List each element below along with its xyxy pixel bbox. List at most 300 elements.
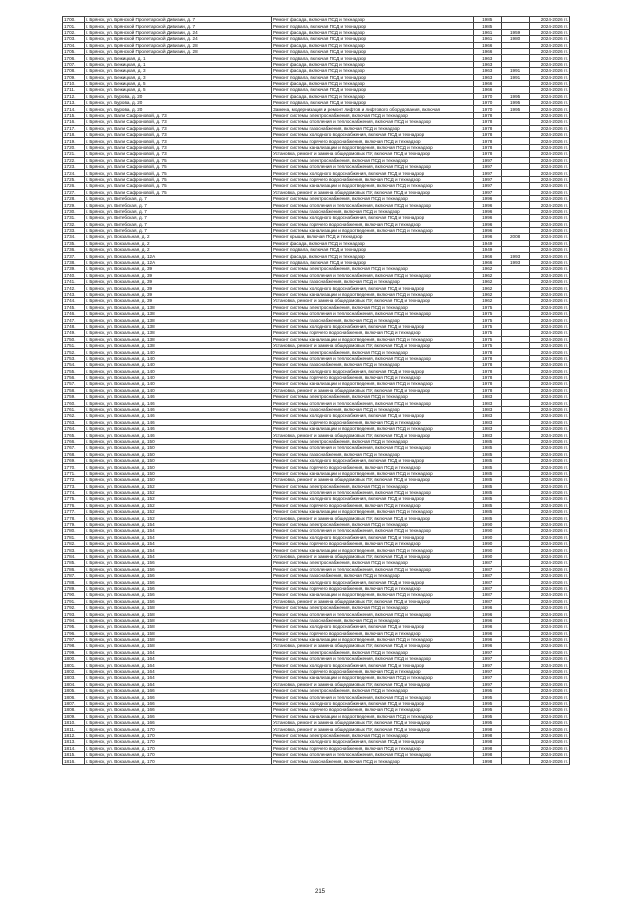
address-cell: г. Брянск, ул. Бежицкая, д. 5: [84, 80, 271, 86]
row-number: 1700.: [63, 17, 85, 23]
row-number: 1735.: [63, 240, 85, 246]
year-built-cell: 1962: [473, 266, 501, 272]
period-cell: 2024-2026 гг.: [529, 656, 569, 662]
period-cell: 2024-2026 гг.: [529, 477, 569, 483]
address-cell: г. Брянск, ул. Бежицкая, д. 1: [84, 61, 271, 67]
year-built-cell: 1949: [473, 247, 501, 253]
work-type-cell: Ремонт системы отопления и теплоснабжения, включая ПСД и технадзор: [271, 566, 473, 572]
work-type-cell: Ремонт подвала, включая ПСД и технадзор: [271, 259, 473, 265]
period-cell: 2024-2026 гг.: [529, 189, 569, 195]
row-number: 1718.: [63, 132, 85, 138]
work-type-cell: Ремонт системы холодного водоснабжения, включая ПСД и технадзор: [271, 215, 473, 221]
year-built-cell: 1990: [473, 534, 501, 540]
year-built-cell: 1990: [473, 547, 501, 553]
work-type-cell: Ремонт системы электроснабжения, включая ПСД и технадзор: [271, 304, 473, 310]
row-number: 1720.: [63, 144, 85, 150]
address-cell: г. Брянск, ул. Вокзальная, д. 146: [84, 400, 271, 406]
work-type-cell: Ремонт системы холодного водоснабжения, включая ПСД и технадзор: [271, 579, 473, 585]
year-repair-cell: 1995: [501, 106, 529, 112]
year-built-cell: 1962: [473, 298, 501, 304]
work-type-cell: Ремонт фасада, включая ПСД и технадзор: [271, 42, 473, 48]
period-cell: 2024-2026 гг.: [529, 745, 569, 751]
work-type-cell: Установка, ремонт и замена общедомовых ПУ, включая ПСД и технадзор: [271, 643, 473, 649]
period-cell: 2024-2026 гг.: [529, 636, 569, 642]
address-cell: г. Брянск, ул. Вали Сафроновой, д. 73: [84, 125, 271, 131]
work-type-cell: Ремонт системы электроснабжения, включая ПСД и технадзор: [271, 732, 473, 738]
row-number: 1810.: [63, 719, 85, 725]
address-cell: г. Брянск, ул. Вокзальная, д. 164: [84, 656, 271, 662]
work-type-cell: Ремонт системы электроснабжения, включая ПСД и технадзор: [271, 349, 473, 355]
address-cell: г. Брянск, ул. Вокзальная, д. 150: [84, 477, 271, 483]
year-built-cell: 1996: [473, 604, 501, 610]
address-cell: г. Брянск, ул. Вокзальная, д. 146: [84, 406, 271, 412]
work-type-cell: Ремонт системы горячего водоснабжения, включая ПСД и технадзор: [271, 668, 473, 674]
row-number: 1789.: [63, 585, 85, 591]
address-cell: г. Брянск, ул. Брянской Пролетарской Дивизии, д. 28: [84, 48, 271, 54]
period-cell: 2024-2026 гг.: [529, 617, 569, 623]
address-cell: г. Брянск, ул. Бежицкая, д. 1: [84, 55, 271, 61]
year-repair-cell: [501, 758, 529, 764]
address-cell: г. Брянск, ул. Витебская, д. 7: [84, 208, 271, 214]
address-cell: г. Брянск, ул. Брянской Пролетарской Дивизии, д. 7: [84, 17, 271, 23]
row-number: 1724.: [63, 170, 85, 176]
year-built-cell: 1985: [473, 515, 501, 521]
address-cell: г. Брянск, ул. Вокзальная, д. 138: [84, 317, 271, 323]
address-cell: г. Брянск, ул. Вали Сафроновой, д. 75: [84, 189, 271, 195]
address-cell: г. Брянск, ул. Вокзальная, д. 152: [84, 509, 271, 515]
period-cell: 2024-2026 гг.: [529, 112, 569, 118]
row-number: 1746.: [63, 310, 85, 316]
address-cell: г. Брянск, ул. Вокзальная, д. 170: [84, 732, 271, 738]
row-number: 1758.: [63, 387, 85, 393]
period-cell: 2024-2026 гг.: [529, 208, 569, 214]
year-repair-cell: 1991: [501, 68, 529, 74]
period-cell: 2024-2026 гг.: [529, 291, 569, 297]
year-built-cell: 1962: [473, 291, 501, 297]
work-type-cell: Ремонт системы канализации и водоотведения, включая ПСД и технадзор: [271, 381, 473, 387]
row-number: 1815.: [63, 751, 85, 757]
period-cell: 2024-2026 гг.: [529, 138, 569, 144]
period-cell: 2024-2026 гг.: [529, 534, 569, 540]
period-cell: 2024-2026 гг.: [529, 310, 569, 316]
period-cell: 2024-2026 гг.: [529, 432, 569, 438]
period-cell: 2024-2026 гг.: [529, 87, 569, 93]
work-type-cell: Ремонт системы канализации и водоотведения, включая ПСД и технадзор: [271, 636, 473, 642]
row-number: 1792.: [63, 604, 85, 610]
period-cell: 2024-2026 гг.: [529, 719, 569, 725]
row-number: 1807.: [63, 700, 85, 706]
address-cell: г. Брянск, ул. Вокзальная, д. 158: [84, 611, 271, 617]
year-built-cell: 1970: [473, 100, 501, 106]
year-built-cell: 1995: [473, 713, 501, 719]
period-cell: 2024-2026 гг.: [529, 668, 569, 674]
year-built-cell: 1987: [473, 560, 501, 566]
row-number: 1797.: [63, 636, 85, 642]
year-built-cell: 1949: [473, 240, 501, 246]
row-number: 1779.: [63, 521, 85, 527]
year-built-cell: 1990: [473, 528, 501, 534]
period-cell: 2024-2026 гг.: [529, 151, 569, 157]
year-built-cell: 1963: [473, 61, 501, 67]
table-row: [63, 758, 570, 764]
period-cell: 2024-2026 гг.: [529, 509, 569, 515]
address-cell: г. Брянск, ул. Вокзальная, д. 140: [84, 374, 271, 380]
row-number: 1753.: [63, 355, 85, 361]
page-number: 215: [314, 889, 325, 895]
period-cell: 2024-2026 гг.: [529, 387, 569, 393]
row-number: 1740.: [63, 272, 85, 278]
year-built-cell: 1985: [473, 470, 501, 476]
row-number: 1796.: [63, 630, 85, 636]
address-cell: г. Брянск, ул. Вокзальная, д. 156: [84, 579, 271, 585]
period-cell: 2024-2026 гг.: [529, 23, 569, 29]
year-built-cell: 1966: [473, 48, 501, 54]
row-number: 1706.: [63, 55, 85, 61]
period-cell: 2024-2026 гг.: [529, 317, 569, 323]
year-built-cell: 1970: [473, 93, 501, 99]
work-type-cell: Ремонт системы электроснабжения, включая ПСД и технадзор: [271, 688, 473, 694]
row-number: 1786.: [63, 566, 85, 572]
address-cell: г. Брянск, ул. Вокзальная, д. 158: [84, 643, 271, 649]
year-built-cell: 1996: [473, 611, 501, 617]
year-built-cell: 1983: [473, 419, 501, 425]
period-cell: 2024-2026 гг.: [529, 470, 569, 476]
work-type-cell: Ремонт системы отопления и теплоснабжения, включая ПСД и технадзор: [271, 310, 473, 316]
period-cell: 2024-2026 гг.: [529, 55, 569, 61]
address-cell: г. Брянск, ул. Вокзальная, д. 164: [84, 649, 271, 655]
address-cell: г. Брянск, ул. Вокзальная, д. 12А: [84, 253, 271, 259]
row-number: 1754.: [63, 362, 85, 368]
row-number: 1803.: [63, 675, 85, 681]
period-cell: 2024-2026 гг.: [529, 342, 569, 348]
address-cell: г. Брянск, ул. Вокзальная, д. 140: [84, 381, 271, 387]
year-built-cell: 1995: [473, 707, 501, 713]
year-repair-cell: 1993: [501, 253, 529, 259]
row-number: 1727.: [63, 189, 85, 195]
row-number: 1739.: [63, 266, 85, 272]
row-number: 1731.: [63, 215, 85, 221]
address-cell: г. Брянск, ул. Витебская, д. 7: [84, 202, 271, 208]
work-type-cell: Ремонт системы газоснабжения, включая ПСД и технадзор: [271, 317, 473, 323]
year-built-cell: 1962: [473, 285, 501, 291]
year-built-cell: 1962: [473, 272, 501, 278]
work-type-cell: Установка, ремонт и замена общедомовых ПУ, включая ПСД и технадзор: [271, 515, 473, 521]
year-built-cell: 1985: [473, 445, 501, 451]
address-cell: г. Брянск, ул. Вокзальная, д. 138: [84, 336, 271, 342]
address-cell: г. Брянск, ул. Вокзальная, д. 154: [84, 547, 271, 553]
row-number: 1736.: [63, 247, 85, 253]
period-cell: 2024-2026 гг.: [529, 215, 569, 221]
period-cell: 2024-2026 гг.: [529, 93, 569, 99]
period-cell: 2024-2026 гг.: [529, 74, 569, 80]
row-number: 1719.: [63, 138, 85, 144]
work-type-cell: Ремонт подвала, включая ПСД и технадзор: [271, 247, 473, 253]
work-type-cell: Ремонт системы холодного водоснабжения, включая ПСД и технадзор: [271, 662, 473, 668]
period-cell: 2024-2026 гг.: [529, 61, 569, 67]
year-built-cell: 1978: [473, 144, 501, 150]
year-repair-cell: 1991: [501, 74, 529, 80]
year-built-cell: 1983: [473, 413, 501, 419]
address-cell: г. Брянск, ул. Вокзальная, д. 158: [84, 630, 271, 636]
work-type-cell: Ремонт системы канализации и водоотведения, включая ПСД и технадзор: [271, 336, 473, 342]
period-cell: 2024-2026 гг.: [529, 240, 569, 246]
row-number: 1776.: [63, 502, 85, 508]
year-built-cell: 1975: [473, 336, 501, 342]
period-cell: 2024-2026 гг.: [529, 170, 569, 176]
address-cell: г. Брянск, ул. Вали Сафроновой, д. 75: [84, 157, 271, 163]
year-repair-cell: 1980: [501, 36, 529, 42]
year-built-cell: 1997: [473, 176, 501, 182]
address-cell: г. Брянск, ул. Вокзальная, д. 166: [84, 694, 271, 700]
period-cell: 2024-2026 гг.: [529, 221, 569, 227]
year-built-cell: 1997: [473, 163, 501, 169]
year-built-cell: 1996: [473, 234, 501, 240]
address-cell: г. Брянск, ул. Вокзальная, д. 166: [84, 707, 271, 713]
address-cell: г. Брянск, ул. Вокзальная, д. 150: [84, 464, 271, 470]
year-built-cell: 1996: [473, 195, 501, 201]
year-built-cell: 1996: [473, 617, 501, 623]
row-number: 1762.: [63, 413, 85, 419]
work-type-cell: Ремонт крыши, включая ПСД и технадзор: [271, 234, 473, 240]
year-built-cell: 1997: [473, 675, 501, 681]
work-type-cell: Ремонт системы газоснабжения, включая ПСД и технадзор: [271, 208, 473, 214]
work-type-cell: Ремонт подвала, включая ПСД и технадзор: [271, 100, 473, 106]
year-built-cell: 1996: [473, 630, 501, 636]
year-built-cell: 1987: [473, 598, 501, 604]
row-number: 1716.: [63, 119, 85, 125]
row-number: 1709.: [63, 74, 85, 80]
period-cell: 2024-2026 гг.: [529, 528, 569, 534]
period-cell: 2024-2026 гг.: [529, 560, 569, 566]
period-cell: 2024-2026 гг.: [529, 553, 569, 559]
year-built-cell: 1985: [473, 496, 501, 502]
period-cell: 2024-2026 гг.: [529, 464, 569, 470]
work-type-cell: Ремонт системы холодного водоснабжения, включая ПСД и технадзор: [271, 534, 473, 540]
period-cell: 2024-2026 гг.: [529, 426, 569, 432]
address-cell: г. Брянск, ул. Вокзальная, д. 154: [84, 541, 271, 547]
period-cell: 2024-2026 гг.: [529, 662, 569, 668]
period-cell: 2024-2026 гг.: [529, 579, 569, 585]
period-cell: 2024-2026 гг.: [529, 349, 569, 355]
row-number: 1805.: [63, 688, 85, 694]
address-cell: г. Брянск, ул. Бурова, д. 20: [84, 106, 271, 112]
address-cell: г. Брянск, ул. Вокзальная, д. 156: [84, 572, 271, 578]
address-cell: г. Брянск, ул. Вокзальная, д. 39: [84, 285, 271, 291]
work-type-cell: Ремонт системы горячего водоснабжения, включая ПСД и технадзор: [271, 707, 473, 713]
year-built-cell: 1978: [473, 381, 501, 387]
work-type-cell: Ремонт системы электроснабжения, включая ПСД и технадзор: [271, 560, 473, 566]
address-cell: г. Брянск, ул. Вали Сафроновой, д. 73: [84, 112, 271, 118]
address-cell: г. Брянск, ул. Вокзальная, д. 170: [84, 739, 271, 745]
work-type-cell: Ремонт системы отопления и теплоснабжения, включая ПСД и технадзор: [271, 528, 473, 534]
work-type-cell: Ремонт системы электроснабжения, включая ПСД и технадзор: [271, 521, 473, 527]
year-built-cell: 1998: [473, 732, 501, 738]
address-cell: г. Брянск, ул. Вали Сафроновой, д. 73: [84, 144, 271, 150]
address-cell: г. Брянск, ул. Вокзальная, д. 158: [84, 604, 271, 610]
year-built-cell: 1978: [473, 374, 501, 380]
work-type-cell: Установка, ремонт и замена общедомовых ПУ, включая ПСД и технадзор: [271, 387, 473, 393]
period-cell: 2024-2026 гг.: [529, 751, 569, 757]
address-cell: г. Брянск, ул. Брянской Пролетарской Дивизии, д. 24: [84, 36, 271, 42]
work-type-cell: Ремонт системы газоснабжения, включая ПСД и технадзор: [271, 758, 473, 764]
address-cell: г. Брянск, ул. Вокзальная, д. 140: [84, 387, 271, 393]
period-cell: 2024-2026 гг.: [529, 496, 569, 502]
work-type-cell: Ремонт системы холодного водоснабжения, включая ПСД и технадзор: [271, 368, 473, 374]
work-type-cell: Ремонт подвала, включая ПСД и технадзор: [271, 55, 473, 61]
address-cell: г. Брянск, ул. Бежицкая, д. 3: [84, 74, 271, 80]
year-built-cell: 1987: [473, 585, 501, 591]
year-built-cell: 1978: [473, 125, 501, 131]
address-cell: г. Брянск, ул. Вокзальная, д. 154: [84, 553, 271, 559]
address-cell: г. Брянск, ул. Вокзальная, д. 138: [84, 342, 271, 348]
work-type-cell: Ремонт системы канализации и водоотведения, включая ПСД и технадзор: [271, 144, 473, 150]
address-cell: г. Брянск, ул. Вокзальная, д. 138: [84, 323, 271, 329]
row-number: 1812.: [63, 732, 85, 738]
work-type-cell: Ремонт системы горячего водоснабжения, включая ПСД и технадзор: [271, 541, 473, 547]
year-repair-cell: 2008: [501, 234, 529, 240]
year-built-cell: 1990: [473, 553, 501, 559]
address-cell: г. Брянск, ул. Вали Сафроновой, д. 75: [84, 183, 271, 189]
work-type-cell: Ремонт фасада, включая ПСД и технадзор: [271, 93, 473, 99]
year-repair-cell: 1959: [501, 29, 529, 35]
address-cell: г. Брянск, ул. Вокзальная, д. 152: [84, 515, 271, 521]
row-number: 1798.: [63, 643, 85, 649]
address-cell: г. Брянск, ул. Вокзальная, д. 166: [84, 688, 271, 694]
period-cell: 2024-2026 гг.: [529, 323, 569, 329]
row-number: 1715.: [63, 112, 85, 118]
work-type-cell: Установка, ремонт и замена общедомовых ПУ, включая ПСД и технадзор: [271, 719, 473, 725]
work-type-cell: Ремонт системы холодного водоснабжения, включая ПСД и технадзор: [271, 739, 473, 745]
period-cell: 2024-2026 гг.: [529, 330, 569, 336]
work-type-cell: Ремонт системы канализации и водоотведения, включая ПСД и технадзор: [271, 470, 473, 476]
row-number: 1764.: [63, 426, 85, 432]
row-number: 1749.: [63, 330, 85, 336]
row-number: 1785.: [63, 560, 85, 566]
row-number: 1761.: [63, 406, 85, 412]
period-cell: 2024-2026 гг.: [529, 758, 569, 764]
year-built-cell: 1996: [473, 221, 501, 227]
period-cell: 2024-2026 гг.: [529, 726, 569, 732]
work-type-cell: Установка, ремонт и замена общедомовых ПУ, включая ПСД и технадзор: [271, 342, 473, 348]
year-built-cell: 1978: [473, 151, 501, 157]
period-cell: 2024-2026 гг.: [529, 29, 569, 35]
row-number: 1781.: [63, 534, 85, 540]
work-type-cell: Ремонт системы канализации и водоотведения, включая ПСД и технадзор: [271, 675, 473, 681]
row-number: 1787.: [63, 572, 85, 578]
year-built-cell: 1990: [473, 521, 501, 527]
period-cell: 2024-2026 гг.: [529, 438, 569, 444]
period-cell: 2024-2026 гг.: [529, 234, 569, 240]
row-number: 1721.: [63, 151, 85, 157]
year-built-cell: 1985: [473, 483, 501, 489]
address-cell: г. Брянск, ул. Вокзальная, д. 140: [84, 355, 271, 361]
row-number: 1791.: [63, 598, 85, 604]
year-built-cell: 1966: [473, 42, 501, 48]
address-cell: г. Брянск, ул. Вокзальная, д. 146: [84, 432, 271, 438]
year-built-cell: 1963: [473, 55, 501, 61]
work-type-cell: Ремонт системы газоснабжения, включая ПСД и технадзор: [271, 451, 473, 457]
period-cell: 2024-2026 гг.: [529, 400, 569, 406]
row-number: 1760.: [63, 400, 85, 406]
address-cell: г. Брянск, ул. Вокзальная, д. 164: [84, 662, 271, 668]
row-number: 1747.: [63, 317, 85, 323]
row-number: 1750.: [63, 336, 85, 342]
table-body: [63, 17, 570, 765]
row-number: 1768.: [63, 451, 85, 457]
period-cell: 2024-2026 гг.: [529, 732, 569, 738]
work-type-cell: Ремонт системы горячего водоснабжения, включая ПСД и технадзор: [271, 138, 473, 144]
year-built-cell: 1985: [473, 23, 501, 29]
address-cell: г. Брянск, ул. Вокзальная, д. 156: [84, 598, 271, 604]
address-cell: г. Брянск, ул. Вокзальная, д. 166: [84, 700, 271, 706]
period-cell: 2024-2026 гг.: [529, 144, 569, 150]
address-cell: г. Брянск, ул. Вокзальная, д. 138: [84, 304, 271, 310]
year-built-cell: 1985: [473, 17, 501, 23]
year-built-cell: 1995: [473, 719, 501, 725]
work-type-cell: Ремонт системы электроснабжения, включая ПСД и технадзор: [271, 438, 473, 444]
period-cell: 2024-2026 гг.: [529, 259, 569, 265]
period-cell: 2024-2026 гг.: [529, 68, 569, 74]
period-cell: 2024-2026 гг.: [529, 611, 569, 617]
period-cell: 2024-2026 гг.: [529, 17, 569, 23]
period-cell: 2024-2026 гг.: [529, 604, 569, 610]
work-type-cell: Ремонт системы газоснабжения, включая ПСД и технадзор: [271, 406, 473, 412]
year-built-cell: 1963: [473, 74, 501, 80]
year-built-cell: 1996: [473, 624, 501, 630]
work-type-cell: Ремонт системы газоснабжения, включая ПСД и технадзор: [271, 617, 473, 623]
row-number: 1707.: [63, 61, 85, 67]
period-cell: 2024-2026 гг.: [529, 368, 569, 374]
row-number: 1771.: [63, 470, 85, 476]
period-cell: 2024-2026 гг.: [529, 445, 569, 451]
year-built-cell: 1975: [473, 304, 501, 310]
period-cell: 2024-2026 гг.: [529, 253, 569, 259]
year-built-cell: 1966: [473, 87, 501, 93]
period-cell: 2024-2026 гг.: [529, 272, 569, 278]
work-type-cell: Ремонт системы электроснабжения, включая ПСД и технадзор: [271, 266, 473, 272]
row-number: 1729.: [63, 202, 85, 208]
address-cell: г. Брянск, ул. Вокзальная, д. 146: [84, 413, 271, 419]
address-cell: г. Брянск, ул. Вокзальная, д. 39: [84, 298, 271, 304]
row-number: 1744.: [63, 298, 85, 304]
work-type-cell: Ремонт системы отопления и теплоснабжения, включая ПСД и технадзор: [271, 751, 473, 757]
row-number: 1759.: [63, 394, 85, 400]
period-cell: 2024-2026 гг.: [529, 457, 569, 463]
address-cell: г. Брянск, ул. Вали Сафроновой, д. 75: [84, 170, 271, 176]
address-cell: г. Брянск, ул. Вокзальная, д. 150: [84, 445, 271, 451]
work-type-cell: Ремонт системы холодного водоснабжения, включая ПСД и технадзор: [271, 413, 473, 419]
period-cell: 2024-2026 гг.: [529, 227, 569, 233]
work-type-cell: Ремонт системы электроснабжения, включая ПСД и технадзор: [271, 604, 473, 610]
address-cell: г. Брянск, ул. Вокзальная, д. 39: [84, 266, 271, 272]
period-cell: 2024-2026 гг.: [529, 119, 569, 125]
year-built-cell: 1985: [473, 477, 501, 483]
row-number: 1752.: [63, 349, 85, 355]
work-type-cell: Ремонт системы отопления и теплоснабжения, включая ПСД и технадзор: [271, 355, 473, 361]
row-number: 1767.: [63, 445, 85, 451]
row-number: 1733.: [63, 227, 85, 233]
work-type-cell: Ремонт системы канализации и водоотведения, включая ПСД и технадзор: [271, 227, 473, 233]
row-number: 1723.: [63, 163, 85, 169]
address-cell: г. Брянск, ул. Вокзальная, д. 164: [84, 681, 271, 687]
work-type-cell: Ремонт системы электроснабжения, включая ПСД и технадзор: [271, 649, 473, 655]
row-number: 1784.: [63, 553, 85, 559]
year-built-cell: 1978: [473, 362, 501, 368]
row-number: 1734.: [63, 234, 85, 240]
row-number: 1704.: [63, 42, 85, 48]
work-type-cell: Ремонт подвала, включая ПСД и технадзор: [271, 74, 473, 80]
year-built-cell: 1987: [473, 579, 501, 585]
